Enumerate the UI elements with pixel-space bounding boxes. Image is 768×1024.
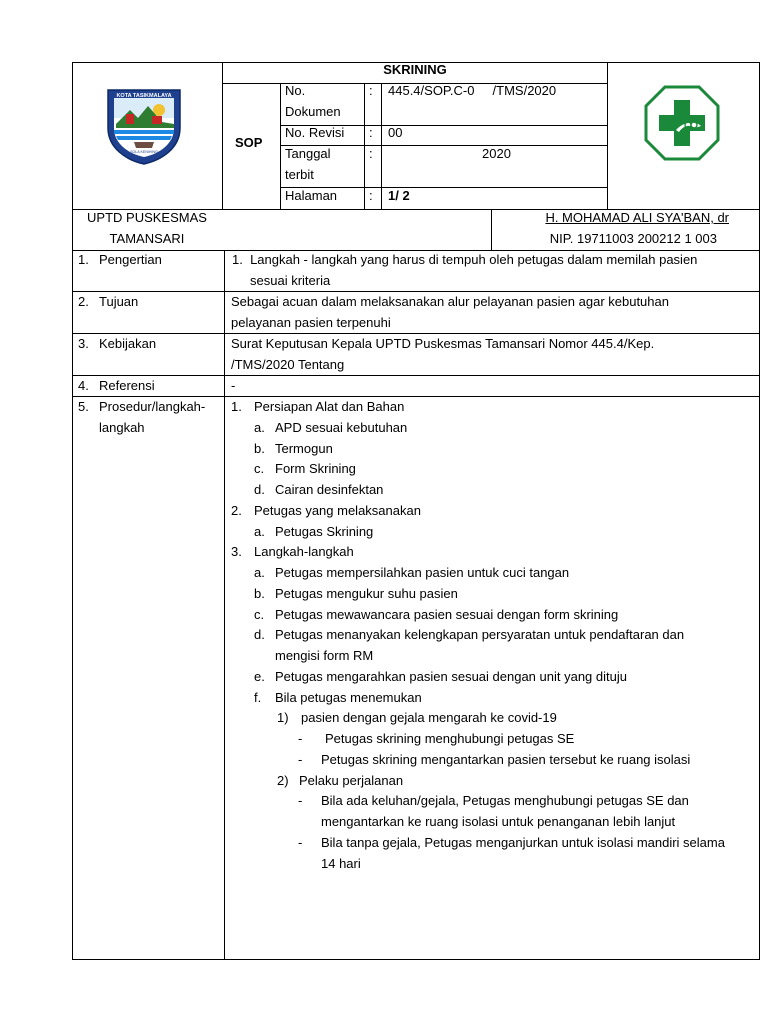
- section-label-prosedur-2: langkah: [99, 420, 145, 435]
- section-label-tujuan: Tujuan: [99, 294, 139, 309]
- pengertian-text-1: 1. Langkah - langkah yang harus di tempuh oleh petugas dalam memilah pasien: [232, 252, 698, 267]
- procedure-step-text: Langkah-langkah: [254, 544, 354, 560]
- procedure-step-text: Form Skrining: [275, 461, 356, 477]
- city-emblem-logo: [104, 84, 184, 166]
- pengertian-text-2: sesuai kriteria: [250, 273, 331, 288]
- procedure-marker: b.: [254, 585, 265, 601]
- procedure-step-text: Bila petugas menemukan: [275, 689, 422, 705]
- document-title: SKRINING: [383, 62, 447, 77]
- procedure-marker: -: [298, 731, 303, 746]
- field-value-tanggal: 2020: [482, 146, 511, 161]
- sop-label: SOP: [235, 135, 263, 150]
- puskesmas-logo: [643, 84, 721, 162]
- field-colon: :: [369, 125, 373, 140]
- procedure-step-text: Petugas Skrining: [275, 523, 374, 539]
- section-label-pengertian: Pengertian: [99, 252, 162, 267]
- procedure-marker: c.: [254, 461, 265, 477]
- procedure-step-text: Petugas mewawancara pasien sesuai dengan form skrining: [275, 606, 619, 622]
- field-colon: :: [369, 146, 373, 161]
- procedure-marker: f.: [254, 689, 262, 705]
- procedure-marker: -: [298, 793, 303, 809]
- procedure-marker: 2): [277, 772, 289, 788]
- field-colon: :: [369, 188, 373, 203]
- tujuan-text-1: Sebagai acuan dalam melaksanakan alur pelayanan pasien agar kebutuhan: [231, 294, 669, 309]
- procedure-marker: c.: [254, 606, 265, 622]
- procedure-step-text: APD sesuai kebutuhan: [275, 419, 408, 435]
- procedure-marker: -: [298, 834, 303, 850]
- section-num: 5.: [78, 399, 89, 414]
- procedure-marker: a.: [254, 523, 265, 539]
- referensi-text: -: [231, 378, 236, 393]
- org-name-line1: UPTD PUSKESMAS: [87, 210, 207, 225]
- field-label-tanggal: Tanggal: [285, 146, 331, 161]
- procedure-step-text: Cairan desinfektan: [275, 482, 384, 497]
- kebijakan-text-1: Surat Keputusan Kepala UPTD Puskesmas Tamansari Nomor 445.4/Kep.: [231, 336, 655, 351]
- section-num: 4.: [78, 378, 89, 393]
- procedure-marker: d.: [254, 482, 265, 497]
- procedure-marker: -: [298, 751, 303, 767]
- head-name: H. MOHAMAD ALI SYA'BAN, dr: [545, 210, 729, 225]
- procedure-step-text: Termogun: [275, 440, 333, 456]
- procedure-step-text: Petugas skrining mengantarkan pasien tersebut ke ruang isolasi: [321, 751, 691, 767]
- section-label-kebijakan: Kebijakan: [99, 336, 157, 351]
- org-name-line2: TAMANSARI: [109, 231, 185, 246]
- procedure-marker: 2.: [231, 502, 242, 518]
- procedure-marker: 3.: [231, 544, 242, 560]
- kebijakan-text-2: /TMS/2020 Tentang: [231, 357, 345, 372]
- field-colon: :: [369, 83, 373, 98]
- procedure-marker: a.: [254, 419, 265, 435]
- tujuan-text-2: pelayanan pasien terpenuhi: [231, 315, 391, 330]
- section-num: 3.: [78, 336, 89, 351]
- section-label-prosedur: Prosedur/langkah-: [99, 399, 206, 414]
- procedure-step-text: pasien dengan gejala mengarah ke covid-19: [301, 710, 557, 726]
- section-num: 2.: [78, 294, 89, 309]
- procedure-step-text: Bila ada keluhan/gejala, Petugas menghubungi petugas SE dan: [321, 793, 689, 809]
- procedure-step-text: Petugas mengukur suhu pasien: [275, 585, 458, 601]
- field-value-no-dokumen: 445.4/SOP.C-0 /TMS/2020: [388, 83, 557, 98]
- procedure-marker: 1.: [231, 399, 242, 414]
- field-label-no-dokumen: No.: [285, 83, 306, 98]
- procedure-step-text: mengantarkan ke ruang isolasi untuk penanganan lebih lanjut: [321, 814, 676, 829]
- procedure-step-text: Petugas mempersilahkan pasien untuk cuci tangan: [275, 565, 570, 580]
- procedure-step-text: Petugas menanyakan kelengkapan persyaratan untuk pendaftaran dan: [275, 627, 685, 643]
- procedure-marker: a.: [254, 565, 265, 580]
- procedure-step-text: Persiapan Alat dan Bahan: [254, 399, 405, 414]
- procedure-marker: b.: [254, 440, 265, 456]
- svg-text:KOTA TASIKMALAYA: KOTA TASIKMALAYA: [116, 93, 172, 99]
- field-value-halaman: 1/ 2: [388, 188, 410, 203]
- procedure-step-text: Petugas mengarahkan pasien sesuai dengan unit yang dituju: [275, 668, 627, 684]
- field-label-no-revisi: No. Revisi: [285, 125, 345, 140]
- procedure-step-text: Petugas skrining menghubungi petugas SE: [325, 731, 575, 746]
- field-label-no-dokumen-2: Dokumen: [285, 104, 341, 119]
- field-value-no-revisi: 00: [388, 125, 403, 140]
- head-nip: NIP. 19711003 200212 1 003: [549, 231, 717, 246]
- svg-text:SOLA KENIHING: SOLA KENIHING: [130, 150, 158, 154]
- procedure-step-text: Pelaku perjalanan: [299, 772, 404, 788]
- procedure-marker: 1): [277, 710, 289, 726]
- procedure-step-text: 14 hari: [321, 855, 361, 871]
- procedure-marker: d.: [254, 627, 265, 643]
- field-label-halaman: Halaman: [285, 188, 338, 203]
- field-label-tanggal-2: terbit: [285, 167, 314, 182]
- procedure-marker: e.: [254, 668, 265, 684]
- section-label-referensi: Referensi: [99, 378, 155, 393]
- procedure-step-text: Petugas yang melaksanakan: [254, 502, 421, 518]
- procedure-step-text: Bila tanpa gejala, Petugas menganjurkan untuk isolasi mandiri selama: [321, 834, 725, 850]
- procedure-step-text: mengisi form RM: [275, 648, 374, 663]
- section-num: 1.: [78, 252, 89, 267]
